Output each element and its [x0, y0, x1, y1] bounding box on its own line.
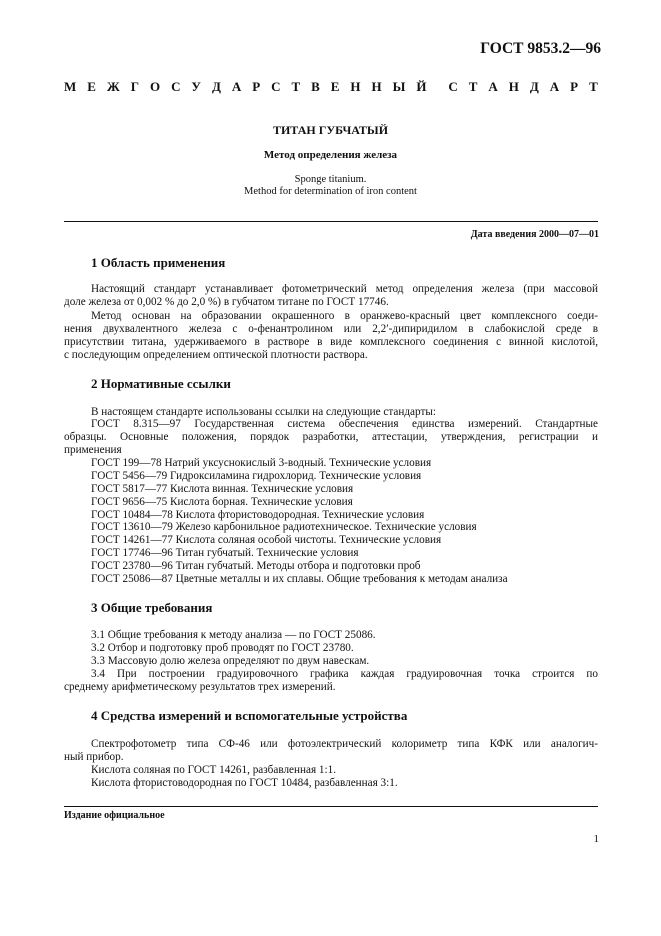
section-2-heading: 2 Нормативные ссылки — [91, 376, 231, 391]
reference-item: ГОСТ 199—78 Натрий уксуснокислый 3-водный. Технические условия — [91, 457, 432, 469]
banner-letter: В — [311, 79, 320, 94]
banner-letter: А — [231, 79, 242, 94]
banner-letter: Р — [570, 79, 579, 94]
section-2-intro: В настоящем стандарте использованы ссылки на следующие стандарты: — [91, 406, 436, 418]
reference-line: ГОСТ 8.315—97 Государственная система обеспечения единства измерений. Стандартные — [91, 418, 598, 430]
section-4-heading: 4 Средства измерений и вспомогательные устройства — [91, 708, 408, 723]
requirement-item: 3.4 При построении градуировочного графика каждая градуировочная точка строится по — [91, 668, 598, 680]
reference-item: ГОСТ 10484—78 Кислота фтористоводородная. Технические условия — [91, 509, 425, 521]
header-divider — [64, 221, 598, 222]
official-edition-label: Издание официальное — [64, 810, 165, 821]
introduction-date: Дата введения 2000—07—01 — [470, 229, 599, 240]
banner-letter: Ы — [392, 79, 406, 94]
requirement-item: 3.1 Общие требования к методу анализа — по ГОСТ 25086. — [91, 629, 376, 641]
banner-letter: Н — [350, 79, 361, 94]
banner-letter: Т — [468, 79, 478, 94]
section-3-heading: 3 Общие требования — [91, 600, 213, 615]
banner-letter: Е — [87, 79, 96, 94]
document-subtitle: Метод определения железа — [263, 149, 398, 161]
reference-item: ГОСТ 13610—79 Железо карбонильное радиотехническое. Технические условия — [91, 521, 477, 533]
section-4-text-line: ный прибор. — [64, 751, 124, 763]
section-1-text-line: доле железа от 0,002 % до 2,0 %) в губчатом титане по ГОСТ 17746. — [64, 296, 389, 308]
section-4-text-line: Кислота соляная по ГОСТ 14261, разбавленная 1:1. — [91, 764, 336, 776]
reference-item: ГОСТ 5817—77 Кислота винная. Технические условия — [91, 483, 354, 495]
banner-letter: Й — [416, 79, 427, 94]
banner-letter: О — [149, 79, 161, 94]
banner-letter: Т — [589, 79, 598, 94]
banner-letter: У — [191, 79, 201, 94]
section-1-text-line: присутствии титана, удерживаемого в растворе в виде комплексного соединения с винной кислотой, — [64, 336, 598, 348]
banner-letter: С — [171, 79, 181, 94]
banner-letter: Н — [371, 79, 382, 94]
banner-letter: Г — [130, 79, 139, 94]
section-1-text-line: Настоящий стандарт устанавливает фотометрический метод определения железа (при массовой — [91, 283, 598, 295]
section-4-text-line: Кислота фтористоводородная по ГОСТ 10484, разбавленная 3:1. — [91, 777, 398, 789]
reference-line: применения — [64, 444, 122, 456]
banner-letter: Д — [211, 79, 221, 94]
section-1-text-line: с последующим определением оптической плотности раствора. — [64, 349, 368, 361]
banner-letter: А — [549, 79, 560, 94]
page-number: 1 — [593, 833, 599, 845]
banner-letter: А — [488, 79, 498, 94]
section-1-text-line: нения двухвалентного железа с о-фенантролином или 2,2′-дипиридилом в слабокислой среде в — [64, 323, 598, 335]
reference-item: ГОСТ 14261—77 Кислота соляная особой чистоты. Технические условия — [91, 534, 442, 546]
interstate-standard-banner — [64, 79, 598, 95]
reference-item: ГОСТ 25086—87 Цветные металлы и их сплавы. Общие требования к методам анализа — [91, 573, 508, 585]
reference-item: ГОСТ 17746—96 Титан губчатый. Технические условия — [91, 547, 359, 559]
banner-letter: С — [271, 79, 281, 94]
requirement-item: среднему арифметическому результатов трех измерений. — [64, 681, 336, 693]
section-4-text-line: Спектрофотометр типа СФ-46 или фотоэлектрический колориметр типа КФК или аналогич- — [91, 738, 598, 750]
banner-letter: М — [64, 79, 77, 94]
section-1-heading: 1 Область применения — [91, 255, 226, 270]
requirement-item: 3.2 Отбор и подготовку проб проводят по ГОСТ 23780. — [91, 642, 354, 654]
requirement-item: 3.3 Массовую долю железа определяют по двум навескам. — [91, 655, 370, 667]
english-subtitle: Method for determination of iron content — [244, 186, 417, 197]
banner-letter: Е — [330, 79, 340, 94]
banner-letter: Ж — [106, 79, 120, 94]
english-title: Sponge titanium. — [294, 174, 367, 185]
section-1-text-line: Метод основан на образовании окрашенного в оранжево-красный цвет комплексного соеди- — [91, 310, 598, 322]
banner-letter: С — [448, 79, 458, 94]
banner-letter: Т — [291, 79, 301, 94]
reference-item: ГОСТ 9656—75 Кислота борная. Технические условия — [91, 496, 353, 508]
document-title: ТИТАН ГУБЧАТЫЙ — [272, 123, 389, 137]
banner-letter: Н — [508, 79, 519, 94]
banner-letter: Д — [529, 79, 539, 94]
reference-item: ГОСТ 5456—79 Гидроксиламина гидрохлорид. Технические условия — [91, 470, 422, 482]
document-number: ГОСТ 9853.2—96 — [480, 40, 601, 57]
footer-divider — [64, 806, 598, 807]
reference-line: образцы. Основные положения, порядок разработки, аттестации, утверждения, регистрации и — [64, 431, 598, 443]
reference-item: ГОСТ 23780—96 Титан губчатый. Методы отбора и подготовки проб — [91, 560, 421, 572]
banner-letter: Р — [252, 79, 261, 94]
